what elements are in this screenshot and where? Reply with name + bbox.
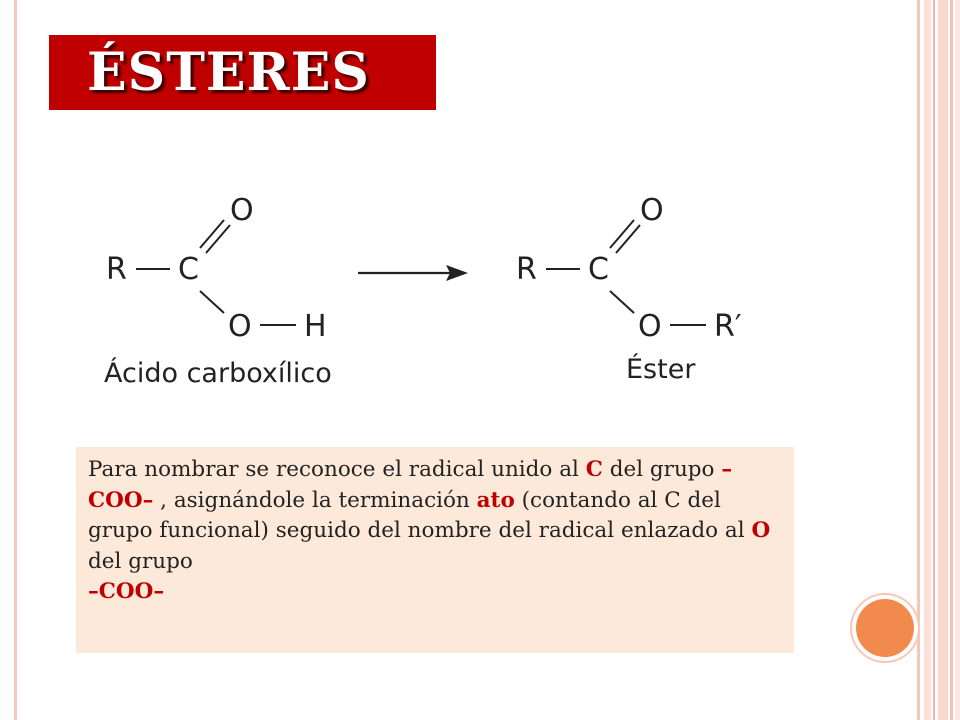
desc-part-1: Para nombrar se reconoce el radical unido al — [88, 457, 586, 482]
highlight-oxygen: O — [751, 518, 771, 543]
highlight-carbon: C — [585, 457, 603, 482]
desc-part-5: del grupo — [88, 548, 193, 574]
decor-stripe — [924, 0, 931, 720]
decor-stripe — [955, 0, 960, 720]
desc-part-3: , asignándole la terminación — [153, 487, 477, 513]
product-o-top-atom: O — [640, 193, 664, 228]
product-o-bottom-atom: O — [638, 309, 662, 344]
decor-stripe — [917, 0, 920, 720]
reaction-svg — [92, 186, 772, 396]
product-c-atom: C — [588, 252, 609, 287]
decor-stripe — [938, 0, 948, 720]
title-banner — [49, 35, 436, 110]
decor-stripe — [933, 0, 935, 720]
product-r-atom: R — [516, 252, 537, 287]
reactant-o-top-atom: O — [230, 193, 254, 228]
reactant-r-atom: R — [106, 252, 127, 287]
description-text — [88, 455, 788, 608]
desc-part-4: (contando al C del grupo funcional) seguido del nombre del radical enlazado al — [88, 487, 752, 543]
desc-part-2: del grupo — [602, 457, 722, 482]
product-structure — [516, 193, 742, 385]
highlight-coo-group: –COO– — [88, 457, 733, 513]
product-double-bond-b — [616, 225, 640, 253]
reactant-c-atom: C — [178, 252, 199, 287]
reactant-double-bond-b — [206, 225, 230, 253]
highlight-coo-group-end: –COO– — [88, 579, 165, 604]
decor-stripe — [950, 0, 953, 720]
accent-circle — [856, 599, 914, 657]
slide-title: ÉSTERES — [87, 42, 370, 103]
reaction-arrow — [358, 265, 468, 281]
reactant-double-bond-a — [200, 220, 224, 248]
reactant-structure — [104, 193, 332, 389]
reactant-o-bottom-atom: O — [228, 309, 252, 344]
reactant-single-bond — [200, 291, 224, 313]
reactant-substituent: H — [304, 309, 327, 344]
product-substituent: R′ — [714, 309, 742, 344]
product-caption: Éster — [626, 354, 696, 385]
highlight-ato-suffix: ato — [476, 487, 515, 513]
reaction-diagram — [92, 186, 772, 396]
description-box — [76, 447, 794, 653]
reactant-caption: Ácido carboxílico — [104, 358, 332, 389]
product-double-bond-a — [610, 220, 634, 248]
product-single-bond — [610, 291, 634, 313]
slide-frame-line — [14, 0, 17, 720]
